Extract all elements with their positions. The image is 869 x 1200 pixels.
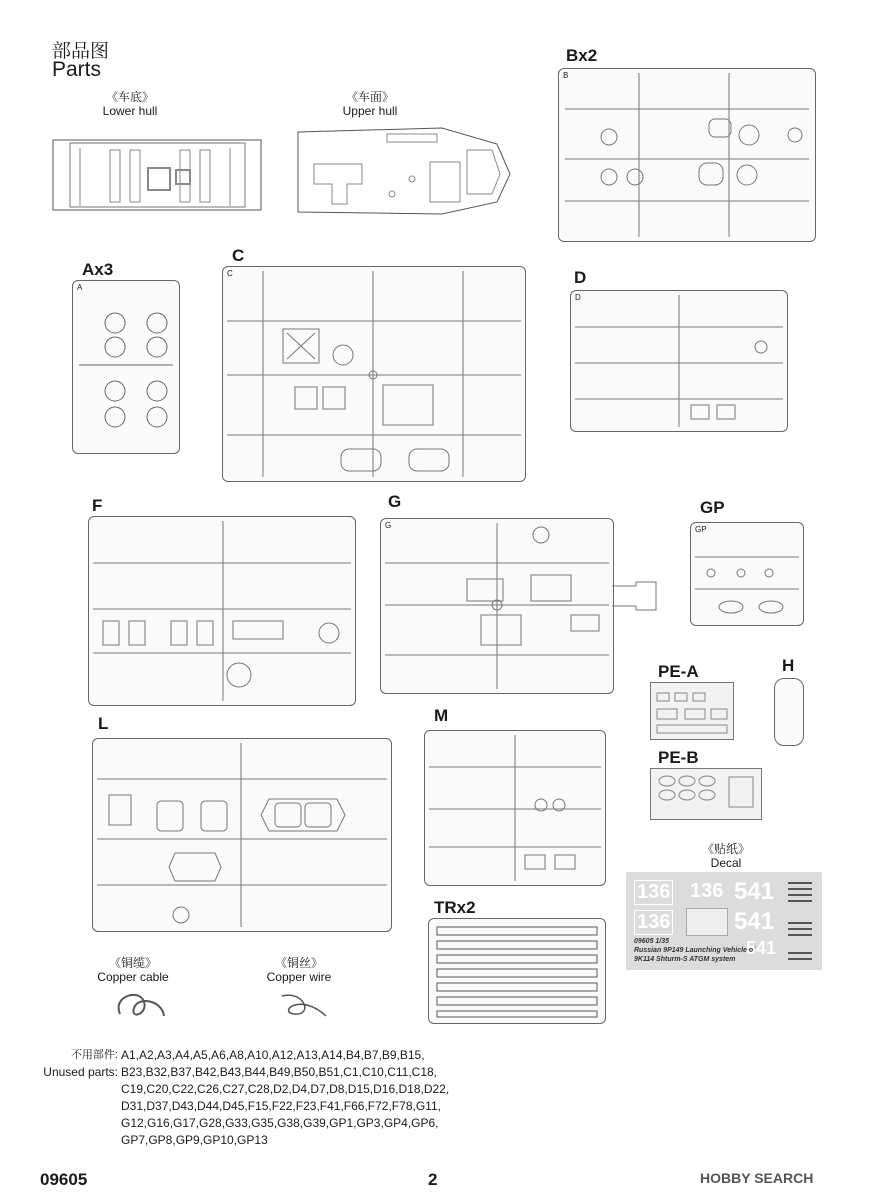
pe-b-fret <box>650 768 762 820</box>
sprue-m <box>424 730 606 886</box>
decal-caption-3: 9K114 Shturm-S ATGM system <box>634 956 736 963</box>
lower-hull-label: 《车底》 Lower hull <box>102 90 158 118</box>
sprue-m-parts <box>425 731 605 885</box>
sprue-b-parts <box>559 69 815 241</box>
watermark: HOBBY SEARCH <box>700 1170 814 1186</box>
decal-stripes <box>788 882 814 966</box>
sprue-a <box>72 280 180 454</box>
sprue-g-tag: G <box>385 521 392 530</box>
sprue-tr-label: TRx2 <box>434 898 476 917</box>
sprue-l <box>92 738 392 932</box>
sprue-d-label: D <box>574 268 587 287</box>
copper-cable-label: 《铜缆》 Copper cable <box>97 956 169 984</box>
page-number: 2 <box>428 1170 438 1189</box>
sprue-gp-label: GP <box>700 498 725 517</box>
page-title: Parts <box>52 58 102 81</box>
pe-a-fret <box>650 682 734 740</box>
decal-sheet <box>626 872 822 970</box>
decal-136-a: 136 <box>634 880 673 905</box>
copper-wire-drawing <box>274 986 334 1026</box>
pe-b-parts <box>651 769 761 819</box>
sprue-c-parts <box>223 267 525 481</box>
decal-label: 《贴纸》 Decal <box>701 842 750 870</box>
sprue-f <box>88 516 356 706</box>
product-code: 09605 <box>40 1170 88 1189</box>
sprue-d-tag: D <box>575 293 581 302</box>
sprue-b <box>558 68 816 242</box>
upper-hull-drawing <box>292 124 517 216</box>
sprue-tr <box>428 918 606 1024</box>
unused-parts-list <box>121 1047 501 1149</box>
sprue-gp-parts <box>691 523 803 625</box>
unused-parts-line: A1,A2,A3,A4,A5,A6,A8,A10,A12,A13,A14,B4,B7,B9,B15, <box>121 1048 425 1062</box>
sprue-h-label: H <box>782 656 795 675</box>
unused-parts-line: D31,D37,D43,D44,D45,F15,F22,F23,F41,F66,F72,F78,G11, <box>121 1099 441 1113</box>
sprue-c-label: C <box>232 246 245 265</box>
sprue-a-tag: A <box>77 283 83 292</box>
unused-parts-line: G12,G16,G17,G28,G33,G35,G38,G39,GP1,GP3,GP4,GP6, <box>121 1116 439 1130</box>
copper-cable-drawing <box>110 986 170 1026</box>
decal-136-c: 136 <box>634 910 673 935</box>
sprue-f-parts <box>89 517 355 705</box>
decal-caption-2: Russian 9P149 Launching Vehicle of <box>634 947 756 954</box>
decal-136-b: 136 <box>690 880 724 902</box>
unused-parts-line: C19,C20,C22,C26,C27,C28,D2,D4,D7,D8,D15,D16,D18,D22, <box>121 1082 450 1096</box>
sprue-f-label: F <box>92 496 103 515</box>
sprue-tr-parts <box>429 919 605 1023</box>
sprue-d-parts <box>571 291 787 431</box>
sprue-d <box>570 290 788 432</box>
sprue-b-label: Bx2 <box>566 46 598 65</box>
sprue-g-label: G <box>388 492 402 511</box>
decal-541-b: 541 <box>734 908 775 935</box>
decal-541-a: 541 <box>734 878 775 905</box>
sprue-g-runner-extension <box>610 580 662 614</box>
sprue-g-parts <box>381 519 613 693</box>
sprue-b-tag: B <box>563 71 569 80</box>
pe-b-label: PE-B <box>658 748 699 767</box>
sprue-a-label: Ax3 <box>82 260 114 279</box>
decal-emblem <box>686 908 728 936</box>
sprue-c <box>222 266 526 482</box>
upper-hull-label: 《车面》 Upper hull <box>342 90 398 118</box>
pe-a-parts <box>651 683 733 739</box>
sprue-m-label: M <box>434 706 449 725</box>
sprue-a-parts <box>73 281 179 453</box>
page-title-cn: 部品图 <box>52 40 110 62</box>
lower-hull-drawing <box>50 128 265 218</box>
sprue-gp-tag: GP <box>695 525 707 534</box>
sprue-h <box>774 678 804 746</box>
sprue-g <box>380 518 614 694</box>
sprue-c-tag: C <box>227 269 233 278</box>
copper-wire-label: 《铜丝》 Copper wire <box>266 956 332 984</box>
pe-a-label: PE-A <box>658 662 699 681</box>
sprue-l-label: L <box>98 714 109 733</box>
sprue-l-parts <box>93 739 391 931</box>
unused-parts-line: B23,B32,B37,B42,B43,B44,B49,B50,B51,C1,C10,C11,C18, <box>121 1065 437 1079</box>
sprue-gp <box>690 522 804 626</box>
decal-541-c: 541 <box>746 938 777 958</box>
unused-parts-line: GP7,GP8,GP9,GP10,GP13 <box>121 1133 268 1147</box>
decal-caption-1: 09605 1/35 <box>634 938 670 945</box>
unused-parts-title: 不用部件: Unused parts: <box>43 1049 118 1079</box>
